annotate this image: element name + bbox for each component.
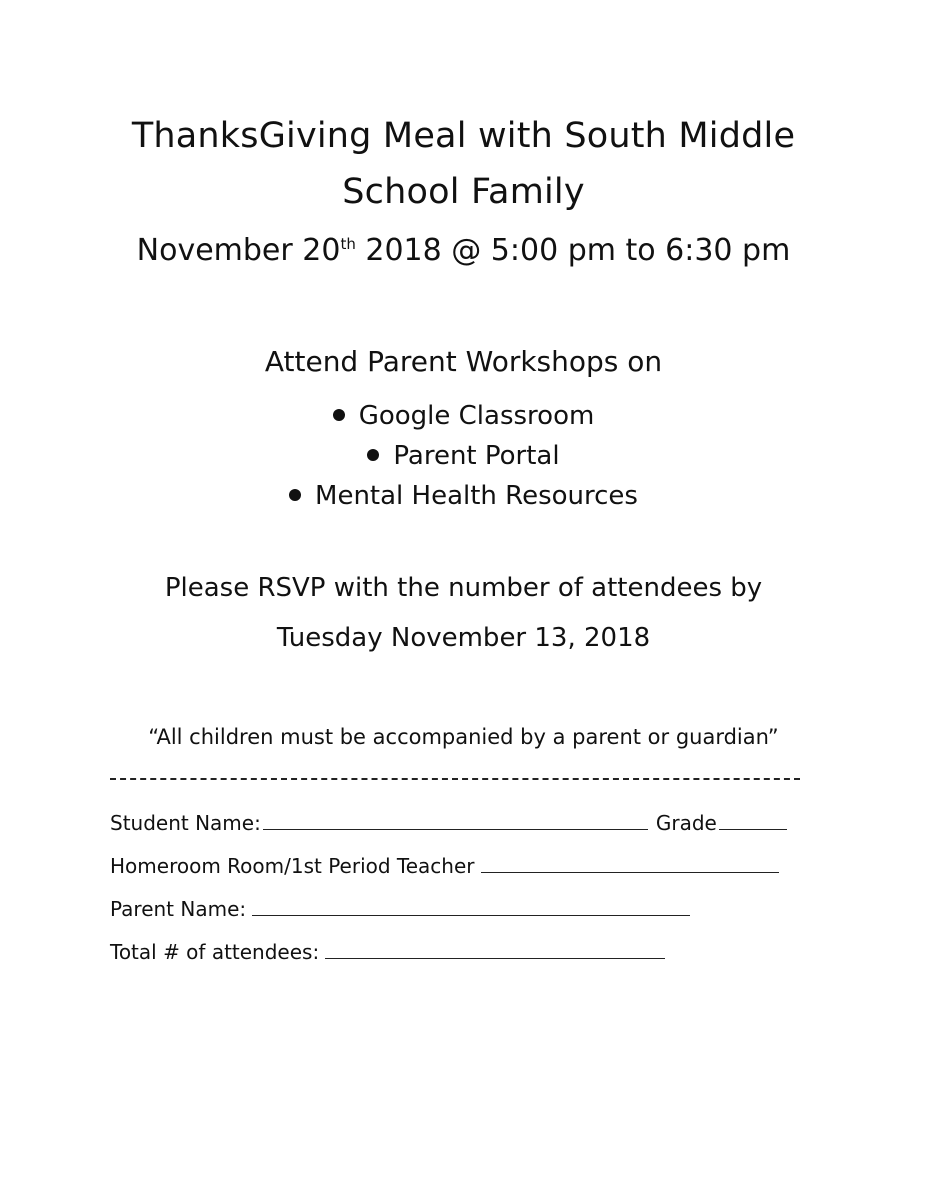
guardian-notice: “All children must be accompanied by a parent or guardian” xyxy=(148,725,779,749)
workshop-item-google-classroom xyxy=(0,398,927,434)
teacher-label: Homeroom Room/1st Period Teacher xyxy=(110,854,475,878)
bullet-icon xyxy=(333,409,345,421)
cut-line-divider xyxy=(110,778,800,780)
student-name-field[interactable] xyxy=(263,811,648,830)
event-date-day: November 20 xyxy=(136,233,341,268)
attendees-label: Total # of attendees: xyxy=(110,940,320,964)
teacher-field[interactable] xyxy=(481,854,779,873)
event-date xyxy=(0,228,927,274)
teacher-row xyxy=(110,851,779,881)
workshop-item-label: Google Classroom xyxy=(358,401,595,431)
grade-label: Grade xyxy=(655,811,717,835)
event-date-ordinal: th xyxy=(340,235,356,253)
parent-name-row xyxy=(110,894,690,924)
event-date-rest: 2018 @ 5:00 pm to 6:30 pm xyxy=(355,233,791,268)
student-name-label: Student Name: xyxy=(110,811,261,835)
parent-name-field[interactable] xyxy=(252,897,690,916)
workshop-item-label: Parent Portal xyxy=(393,441,560,471)
rsvp-line-1: Please RSVP with the number of attendees by xyxy=(164,573,763,603)
workshops-heading: Attend Parent Workshops on xyxy=(264,345,663,378)
student-name-row xyxy=(110,808,787,838)
grade-field[interactable] xyxy=(719,811,787,830)
rsvp-deadline: Tuesday November 13, 2018 xyxy=(276,623,651,653)
bullet-icon xyxy=(367,449,379,461)
parent-name-label: Parent Name: xyxy=(110,897,247,921)
event-title-line-2: School Family xyxy=(342,172,585,212)
workshop-item-mental-health xyxy=(0,478,927,514)
workshop-item-label: Mental Health Resources xyxy=(315,481,638,511)
event-title-line-1: ThanksGiving Meal with South Middle xyxy=(131,116,796,156)
workshop-item-parent-portal xyxy=(0,438,927,474)
attendees-row xyxy=(110,937,665,967)
attendees-field[interactable] xyxy=(325,940,665,959)
bullet-icon xyxy=(289,489,301,501)
